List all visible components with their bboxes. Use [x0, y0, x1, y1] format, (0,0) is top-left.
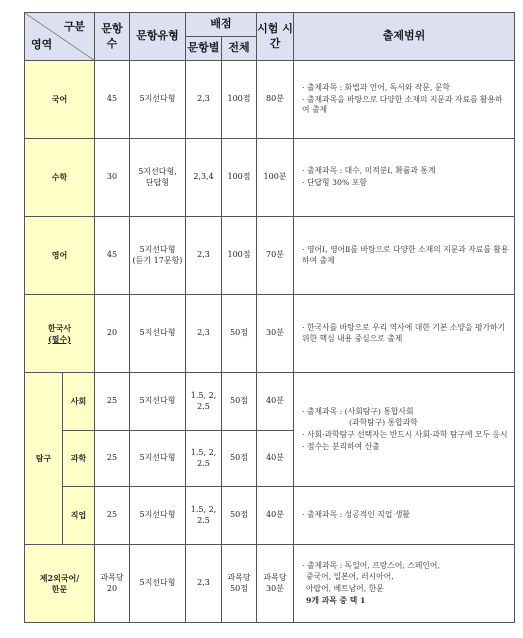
header-area: 영역	[31, 38, 53, 52]
cell-num: 25	[95, 487, 130, 545]
table-row-history	[25, 295, 515, 373]
cell-score-per: 2,3	[186, 61, 222, 139]
cell-type: 5지선다형	[130, 431, 186, 487]
cell-total-line: 과목당	[227, 572, 251, 582]
table-row-inquiry-social	[25, 373, 515, 431]
table-row-second-language	[25, 545, 515, 623]
scope-line: 중국어, 일본어, 러시아어,	[306, 572, 394, 582]
cell-score-total: 100점	[222, 139, 257, 217]
cell-scope	[294, 217, 515, 295]
sub-area-social: 사회	[63, 373, 95, 431]
cell-type: 5지선다형	[130, 61, 186, 139]
cell-type-line: 5지선다형,	[138, 166, 177, 176]
exam-table-container	[24, 12, 515, 623]
cell-score-per: 2,3	[186, 295, 222, 373]
cell-score-total: 50점	[222, 487, 257, 545]
header-score-total: 전체	[222, 37, 257, 61]
cell-scope	[294, 139, 515, 217]
cell-num: 30	[95, 139, 130, 217]
scope-line: · 사회·과학탐구 선택자는 반드시 사회·과학 탐구에 모두 응시	[302, 430, 508, 439]
cell-score-per: 2,3	[186, 217, 222, 295]
area-inquiry: 탐구	[25, 373, 63, 545]
cell-num: 25	[95, 373, 130, 431]
cell-type: 5지선다형	[130, 545, 186, 623]
cell-num: 45	[95, 217, 130, 295]
area-second-language	[25, 545, 95, 623]
header-time: 시험 시간	[257, 13, 294, 61]
cell-time-line: 과목당	[263, 572, 287, 582]
cell-time: 100분	[257, 139, 294, 217]
cell-type	[130, 139, 186, 217]
sub-area-science: 과학	[63, 431, 95, 487]
scope-line: · 출제과목 : 성공적인 직업 생활	[302, 510, 410, 520]
scope-line: · 출제과목 : 대수, 미적분Ⅰ, 확률과 통계	[302, 166, 436, 176]
cell-total-line: 50점	[230, 583, 248, 593]
cell-type: 5지선다형	[130, 373, 186, 431]
table-row-inquiry-vocational	[25, 487, 515, 545]
cell-type-line: 5지선다형	[139, 244, 176, 254]
area-math: 수학	[25, 139, 95, 217]
cell-scope	[294, 295, 515, 373]
area-history-label: 한국사	[47, 322, 72, 333]
area-english: 영어	[25, 217, 95, 295]
table-row-english	[25, 217, 515, 295]
cell-score-per: 2,3	[186, 545, 222, 623]
cell-scope	[294, 487, 515, 545]
cell-scope	[294, 61, 515, 139]
cell-num: 45	[95, 61, 130, 139]
scope-line: · 출제과목을 바탕으로 다양한 소재의 지문과 자료를 활용하여 출제	[302, 94, 503, 115]
cell-score-total: 100점	[222, 217, 257, 295]
cell-num: 25	[95, 431, 130, 487]
scope-line: 아랍어, 베트남어, 한문	[306, 584, 384, 593]
cell-num	[95, 545, 130, 623]
cell-type	[130, 217, 186, 295]
cell-score-total: 100점	[222, 61, 257, 139]
area-korean: 국어	[25, 61, 95, 139]
scope-line: · 점수는 분리하여 산출	[302, 441, 380, 451]
header-score: 배점	[186, 13, 257, 37]
cell-time-line: 30분	[266, 583, 284, 593]
cell-score-total: 50점	[222, 295, 257, 373]
header-category: 구분	[63, 20, 85, 33]
scope-line: · 영어Ⅰ, 영어Ⅱ를 바탕으로 다양한 소재의 지문과 자료를 활용하여 출제	[302, 244, 509, 265]
cell-time: 40분	[257, 487, 294, 545]
cell-score-per: 1.5, 2, 2.5	[186, 487, 222, 545]
cell-score-total: 50점	[222, 373, 257, 431]
scope-line: · 단답형 30% 포함	[302, 178, 367, 187]
scope-line: · 출제과목 : (사회탐구) 통합사회	[302, 406, 414, 416]
cell-scope	[294, 373, 515, 487]
header-score-per-item: 문항별	[186, 37, 222, 61]
cell-scope	[294, 545, 515, 623]
cell-time: 40분	[257, 373, 294, 431]
table-row-korean	[25, 61, 515, 139]
scope-line: · 한국사를 바탕으로 우리 역사에 대한 기본 소양을 평가하기 위한 핵심 내용 중심으로 출제	[302, 322, 506, 343]
cell-time: 70분	[257, 217, 294, 295]
area-line: 제2외국어/	[39, 572, 80, 583]
sub-area-vocational: 직업	[63, 487, 95, 545]
cell-num-line: 20	[106, 583, 118, 593]
cell-type-line: 단답형	[145, 177, 170, 187]
header-scope: 출제범위	[294, 13, 515, 61]
scope-line: (과학탐구) 통합과학	[349, 418, 418, 428]
header-num-items: 문항 수	[95, 13, 130, 61]
cell-num: 20	[95, 295, 130, 373]
cell-time: 40분	[257, 431, 294, 487]
header-item-type: 문항유형	[130, 13, 186, 61]
scope-line: · 출제과목 : 독일어, 프랑스어, 스페인어,	[302, 560, 440, 570]
table-row-math	[25, 139, 515, 217]
cell-time: 80분	[257, 61, 294, 139]
area-line: 한문	[51, 583, 68, 594]
scope-line-bold: 9개 과목 중 택 1	[306, 595, 366, 605]
cell-score-per: 1.5, 2, 2.5	[186, 373, 222, 431]
cell-time: 30분	[257, 295, 294, 373]
cell-score-total	[222, 545, 257, 623]
cell-time	[257, 545, 294, 623]
cell-score-per: 2,3,4	[186, 139, 222, 217]
exam-structure-table	[24, 12, 515, 623]
scope-line: · 출제과목 : 화법과 언어, 독서와 작문, 문학	[302, 83, 450, 93]
area-history	[25, 295, 95, 373]
cell-score-total: 50점	[222, 431, 257, 487]
cell-type-line: (듣기 17문항)	[132, 255, 183, 265]
cell-num-line: 과목당	[100, 572, 124, 582]
header-corner-cell	[25, 13, 95, 61]
cell-type: 5지선다형	[130, 295, 186, 373]
area-history-note: (필수)	[47, 333, 72, 344]
cell-score-per: 1.5, 2, 2.5	[186, 431, 222, 487]
cell-type: 5지선다형	[130, 487, 186, 545]
